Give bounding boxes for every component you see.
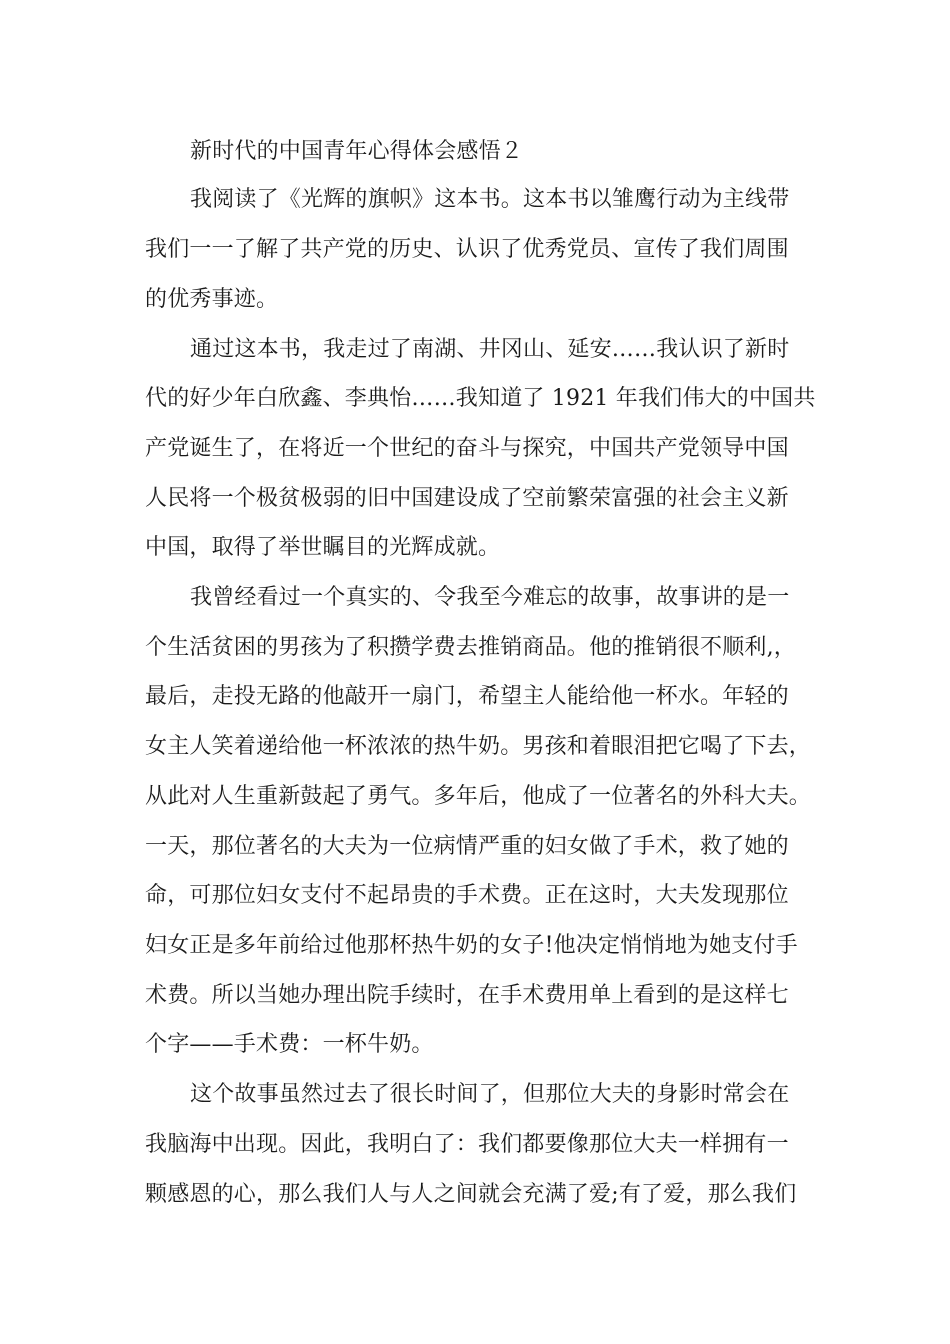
paragraph-3-line-1: 我曾经看过一个真实的、令我至今难忘的故事，故事讲的是一 bbox=[190, 585, 790, 610]
paragraph-1-line-1: 我阅读了《光辉的旗帜》这本书。这本书以雏鹰行动为主线带 bbox=[190, 187, 790, 212]
paragraph-2-line-1: 通过这本书，我走过了南湖、井冈山、延安……我认识了新时 bbox=[190, 337, 790, 362]
document-title: 新时代的中国青年心得体会感悟２ bbox=[190, 139, 524, 164]
paragraph-3-line-5: 从此对人生重新鼓起了勇气。多年后，他成了一位著名的外科大夫。 bbox=[145, 784, 812, 809]
paragraph-3-line-8: 妇女正是多年前给过他那杯热牛奶的女子!他决定悄悄地为她支付手 bbox=[145, 933, 798, 958]
paragraph-3-line-7: 命，可那位妇女支付不起昂贵的手术费。正在这时，大夫发现那位 bbox=[145, 883, 789, 908]
paragraph-2-line-2: 代的好少年白欣鑫、李典怡……我知道了 1921 年我们伟大的中国共 bbox=[145, 386, 816, 411]
paragraph-3-line-6: 一天，那位著名的大夫为一位病情严重的妇女做了手术，救了她的 bbox=[145, 834, 789, 859]
paragraph-2-line-5: 中国，取得了举世瞩目的光辉成就。 bbox=[145, 535, 501, 560]
paragraph-4-line-2: 我脑海中出现。因此，我明白了：我们都要像那位大夫一样拥有一 bbox=[145, 1132, 789, 1157]
paragraph-3-line-2: 个生活贫困的男孩为了积攒学费去推销商品。他的推销很不顺利,， bbox=[145, 635, 796, 660]
paragraph-3-line-10: 个字——手术费：一杯牛奶。 bbox=[145, 1032, 434, 1057]
paragraph-2-line-3: 产党诞生了，在将近一个世纪的奋斗与探究，中国共产党领导中国 bbox=[145, 436, 789, 461]
paragraph-3-line-4: 女主人笑着递给他一杯浓浓的热牛奶。男孩和着眼泪把它喝了下去， bbox=[145, 734, 812, 759]
paragraph-1-line-2: 我们一一了解了共产党的历史、认识了优秀党员、宣传了我们周围 bbox=[145, 237, 789, 262]
paragraph-2-line-4: 人民将一个极贫极弱的旧中国建设成了空前繁荣富强的社会主义新 bbox=[145, 486, 789, 511]
paragraph-4-line-3: 颗感恩的心，那么我们人与人之间就会充满了爱;有了爱，那么我们 bbox=[145, 1182, 797, 1207]
paragraph-3-line-3: 最后，走投无路的他敲开一扇门，希望主人能给他一杯水。年轻的 bbox=[145, 684, 789, 709]
paragraph-4-line-1: 这个故事虽然过去了很长时间了，但那位大夫的身影时常会在 bbox=[190, 1082, 790, 1107]
paragraph-1-line-3: 的优秀事迹。 bbox=[145, 287, 279, 312]
paragraph-3-line-9: 术费。所以当她办理出院手续时，在手术费用单上看到的是这样七 bbox=[145, 983, 789, 1008]
